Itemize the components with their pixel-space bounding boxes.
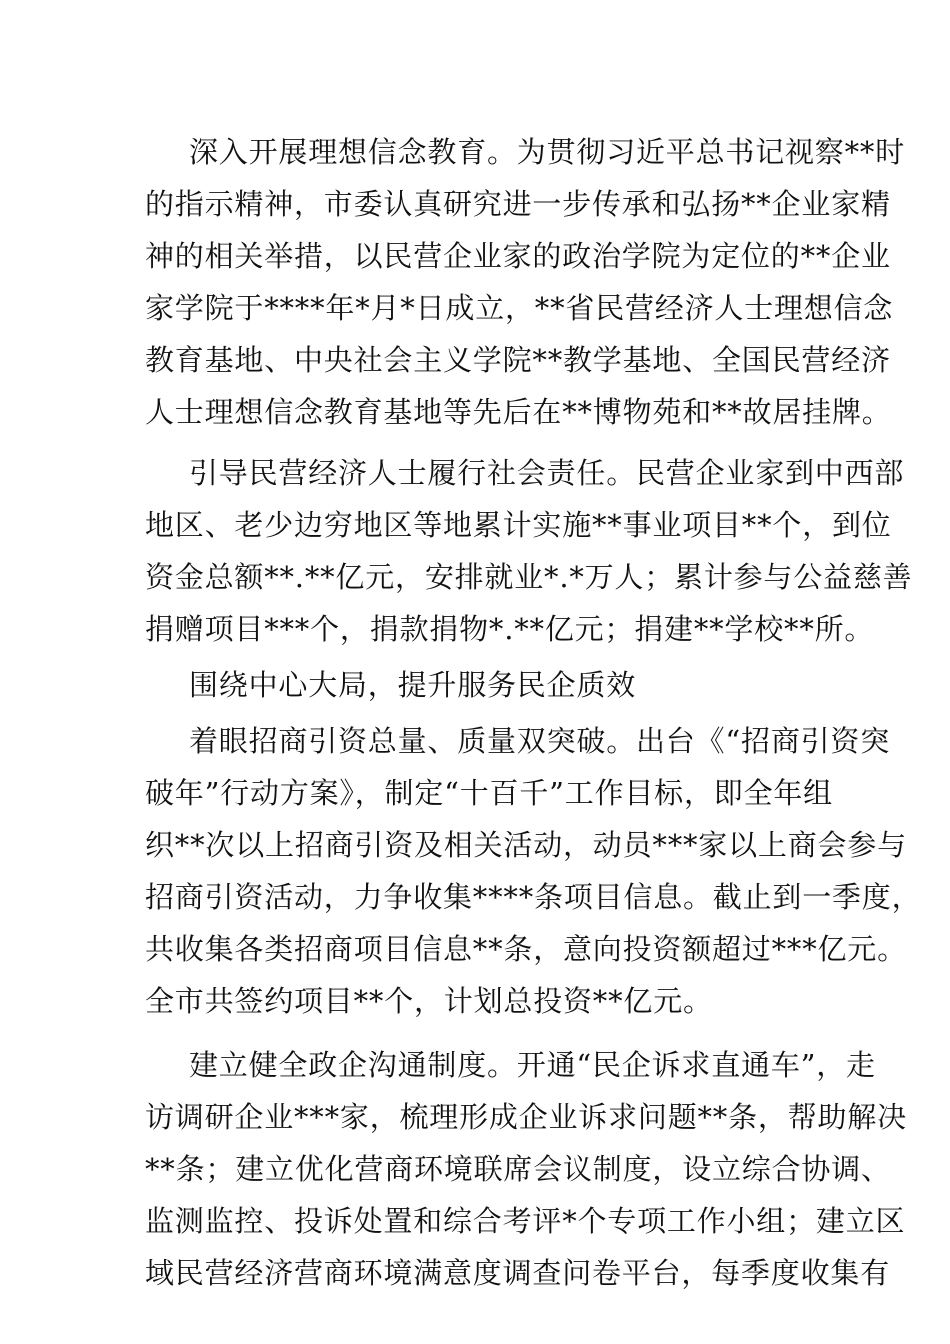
text-line: 全市共签约项目**个，计划总投资**亿元。 (145, 984, 713, 1018)
text-line: 监测监控、投诉处置和综合考评*个专项工作小组；建立区 (145, 1204, 906, 1238)
text-line: 破年”行动方案》，制定“十百千”工作目标，即全年组 (145, 776, 833, 810)
text-line: 共收集各类招商项目信息**条，意向投资额超过***亿元。 (145, 932, 907, 966)
paragraph-investment-promotion (145, 715, 922, 1027)
text-line: 的指示精神，市委认真研究进一步传承和弘扬**企业家精 (145, 187, 891, 221)
paragraph-social-responsibility (145, 447, 913, 655)
text-line: **条；建立优化营商环境联席会议制度，设立综合协调、 (145, 1152, 891, 1186)
text-line: 招商引资活动，力争收集****条项目信息。截止到一季度， (145, 880, 922, 914)
text-line: 域民营经济营商环境满意度调查问卷平台，每季度收集有 (145, 1256, 891, 1290)
text-line: 着眼招商引资总量、质量双突破。出台《“招商引资突 (189, 724, 891, 758)
document-body (145, 126, 922, 1299)
text-line: 深入开展理想信念教育。为贯彻习近平总书记视察**时 (189, 135, 906, 169)
paragraph-government-enterprise-communication (145, 1039, 907, 1299)
text-line: 资金总额**.**亿元，安排就业*.*万人；累计参与公益慈善 (145, 560, 913, 594)
text-line: 地区、老少边穷地区等地累计实施**事业项目**个，到位 (145, 508, 892, 542)
text-line: 建立健全政企沟通制度。开通“民企诉求直通车”，走 (189, 1048, 876, 1082)
heading-line: 围绕中心大局，提升服务民企质效 (189, 668, 637, 702)
text-line: 捐赠项目***个，捐款捐物*.**亿元；捐建**学校**所。 (145, 612, 875, 646)
text-line: 人士理想信念教育基地等先后在**博物苑和**故居挂牌。 (145, 395, 892, 429)
text-line: 教育基地、中央社会主义学院**教学基地、全国民营经济 (145, 343, 891, 377)
paragraph-ideal-belief-education (145, 126, 906, 438)
text-line: 引导民营经济人士履行社会责任。民营企业家到中西部 (189, 456, 905, 490)
text-line: 神的相关举措，以民营企业家的政治学院为定位的**企业 (145, 239, 891, 273)
text-line: 家学院于****年*月*日成立，**省民营经济人士理想信念 (145, 291, 894, 325)
text-line: 织**次以上招商引资及相关活动，动员***家以上商会参与 (145, 828, 907, 862)
section-heading (145, 659, 810, 711)
text-line: 访调研企业***家，梳理形成企业诉求问题**条，帮助解决 (145, 1100, 907, 1134)
